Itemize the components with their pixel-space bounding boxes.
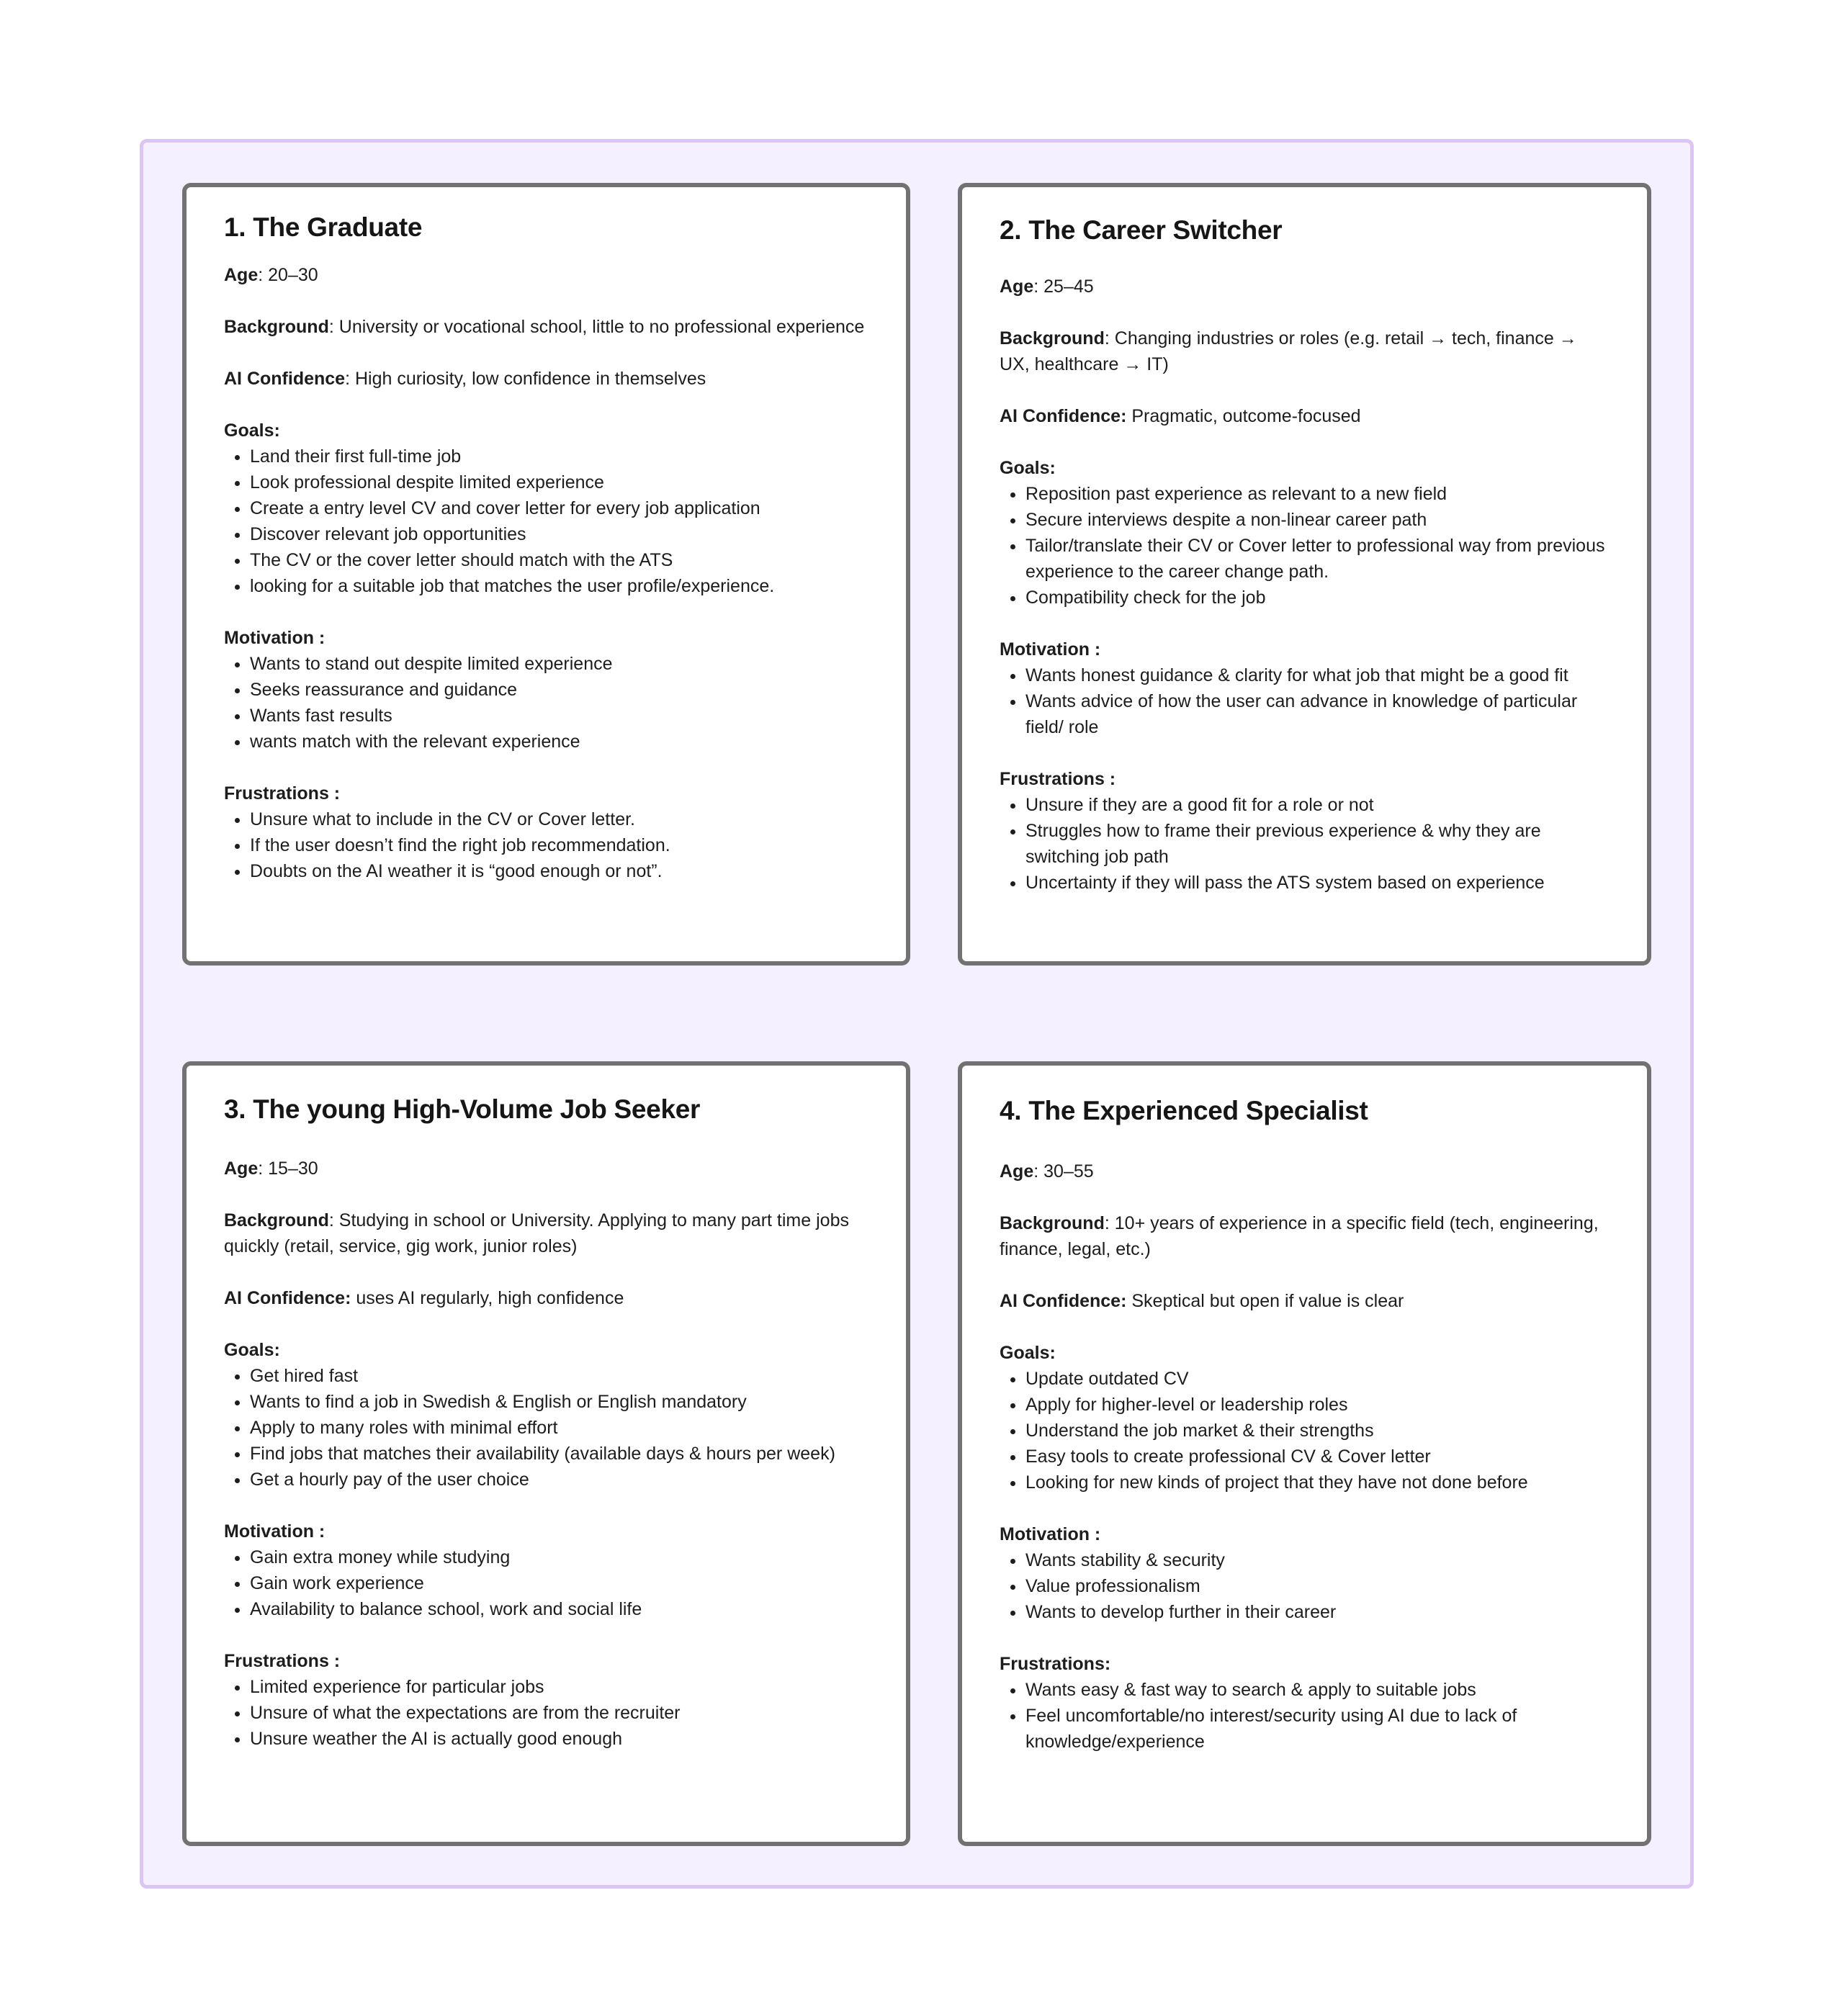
list-item: • Wants fast results [250,703,870,729]
age-value: 20–30 [268,265,318,285]
frustrations-list [1000,792,1611,896]
list-item: • Get a hourly pay of the user choice [250,1467,870,1493]
list-item: • Reposition past experience as relevant to a new field [1025,481,1611,507]
background-value: 10+ years of experience in a specific field (tech, engineering, finance, legal, etc.) [1000,1213,1599,1259]
goals-label: Goals: [224,420,280,441]
motivation-list [224,651,870,755]
list-item: • Land their first full-time job [250,444,870,469]
persona-card-high-volume-job-seeker [182,1061,910,1846]
age-value: 30–55 [1043,1161,1094,1182]
list-item: • Seeks reassurance and guidance [250,677,870,703]
list-item: • Apply to many roles with minimal effort [250,1415,870,1441]
list-item: • Gain work experience [250,1570,870,1596]
age-label: Age [1000,1161,1034,1182]
background-field: Background: 10+ years of experience in a specific field (tech, engineering, finance, legal, etc.) [1000,1213,1599,1259]
goals-label: Goals: [1000,1343,1056,1363]
frustrations-label: Frustrations: [1000,1654,1111,1674]
list-item: • Wants easy & fast way to search & apply to suitable jobs [1025,1677,1611,1703]
list-item: • Wants to develop further in their career [1025,1599,1611,1625]
age-label: Age [224,1158,259,1179]
frustrations-label: Frustrations : [1000,769,1116,789]
background-label: Background [1000,1213,1105,1233]
background-field: Background: Studying in school or University. Applying to many part time jobs quickly (retail, service, gig work, junior roles) [224,1210,849,1256]
background-label: Background [1000,328,1105,348]
goals-list [224,1363,870,1493]
list-item: • The CV or the cover letter should match with the ATS [250,547,870,573]
persona-title: 2. The Career Switcher [1000,215,1283,245]
age-field: Age: 25–45 [1000,276,1094,297]
age-value: 15–30 [268,1158,318,1179]
list-item: • Apply for higher-level or leadership roles [1025,1392,1611,1418]
ai-confidence-value: uses AI regularly, high confidence [356,1288,624,1308]
list-item: • Wants advice of how the user can advance in knowledge of particular field/ role [1025,688,1611,740]
list-item: • Look professional despite limited experience [250,469,870,495]
goals-list [224,444,870,599]
list-item: • Tailor/translate their CV or Cover letter to professional way from previous experience to the career change path. [1025,533,1611,585]
ai-confidence-field [1000,1288,1611,1314]
list-item: • wants match with the relevant experience [250,729,870,755]
list-item: • Update outdated CV [1025,1366,1611,1392]
background-field: Background: University or vocational school, little to no professional experience [224,317,865,337]
list-item: • Wants to stand out despite limited experience [250,651,870,677]
background-value: Studying in school or University. Applying to many part time jobs quickly (retail, service, gig work, junior roles) [224,1210,849,1256]
motivation-label: Motivation : [1000,1524,1101,1544]
frustrations-list [224,1674,870,1752]
list-item: • Understand the job market & their strengths [1025,1418,1611,1444]
list-item: • Get hired fast [250,1363,870,1389]
frustrations-label: Frustrations : [224,1651,341,1671]
list-item: • Wants stability & security [1025,1547,1611,1573]
list-item: • Wants to find a job in Swedish & English or English mandatory [250,1389,870,1415]
ai-confidence-label: AI Confidence: [224,1288,351,1308]
persona-card-career-switcher [958,183,1651,966]
ai-confidence-value: Skeptical but open if value is clear [1131,1291,1404,1311]
goals-label: Goals: [224,1340,280,1360]
persona-title: 1. The Graduate [224,212,423,242]
ai-confidence-field [1000,403,1611,429]
age-field: Age: 30–55 [1000,1161,1094,1182]
persona-card-experienced-specialist [958,1061,1651,1846]
ai-confidence-label: AI Confidence: [1000,406,1127,426]
list-item: • If the user doesn’t find the right job recommendation. [250,832,870,858]
list-item: • Gain extra money while studying [250,1544,870,1570]
persona-title: 4. The Experienced Specialist [1000,1096,1368,1125]
list-item: • Struggles how to frame their previous experience & why they are switching job path [1025,818,1611,870]
list-item: • Value professionalism [1025,1573,1611,1599]
background-value: Changing industries or roles (e.g. retail → tech, finance → UX, healthcare → IT) [1000,328,1577,374]
list-item: • Compatibility check for the job [1025,585,1611,611]
ai-confidence-label: AI Confidence: [1000,1291,1127,1311]
age-field: Age: 15–30 [224,1158,318,1179]
list-item: • Create a entry level CV and cover letter for every job application [250,495,870,521]
ai-confidence-field [224,1285,870,1311]
ai-confidence-label: AI Confidence [224,369,346,389]
goals-list [1000,1366,1611,1495]
frustrations-label: Frustrations : [224,783,341,804]
ai-confidence-value: Pragmatic, outcome-focused [1131,406,1361,426]
age-value: 25–45 [1043,276,1094,297]
motivation-list [1000,662,1611,740]
motivation-list [224,1544,870,1622]
age-label: Age [1000,276,1034,297]
goals-list [1000,481,1611,611]
goals-label: Goals: [1000,458,1056,478]
background-field: Background: Changing industries or roles (e.g. retail → tech, finance → UX, healthcare → IT) [1000,328,1577,374]
list-item: • Easy tools to create professional CV & Cover letter [1025,1444,1611,1470]
age-label: Age [224,265,259,285]
list-item: • Unsure of what the expectations are from the recruiter [250,1700,870,1726]
list-item: • Secure interviews despite a non-linear career path [1025,507,1611,533]
list-item: • Unsure if they are a good fit for a role or not [1025,792,1611,818]
motivation-list [1000,1547,1611,1625]
persona-card-graduate [182,183,910,966]
list-item: • Wants honest guidance & clarity for what job that might be a good fit [1025,662,1611,688]
list-item: • Looking for new kinds of project that they have not done before [1025,1470,1611,1495]
list-item: • Availability to balance school, work and social life [250,1596,870,1622]
background-label: Background [224,317,329,337]
list-item: • Find jobs that matches their availability (available days & hours per week) [250,1441,870,1467]
ai-confidence-field: AI Confidence: High curiosity, low confidence in themselves [224,369,706,389]
background-label: Background [224,1210,329,1230]
list-item: • Uncertainty if they will pass the ATS system based on experience [1025,870,1611,896]
list-item: • Unsure what to include in the CV or Cover letter. [250,806,870,832]
age-field: Age: 20–30 [224,265,318,285]
list-item: • Discover relevant job opportunities [250,521,870,547]
motivation-label: Motivation : [1000,639,1101,660]
list-item: • Doubts on the AI weather it is “good enough or not”. [250,858,870,884]
persona-title: 3. The young High-Volume Job Seeker [224,1094,701,1124]
list-item: • Feel uncomfortable/no interest/security using AI due to lack of knowledge/experience [1025,1703,1611,1755]
list-item: • Limited experience for particular jobs [250,1674,870,1700]
ai-confidence-value: High curiosity, low confidence in themselves [354,369,706,389]
list-item: • looking for a suitable job that matches the user profile/experience. [250,573,870,599]
background-value: University or vocational school, little to no professional experience [338,317,865,337]
list-item: • Unsure weather the AI is actually good enough [250,1726,870,1752]
motivation-label: Motivation : [224,1521,326,1542]
motivation-label: Motivation : [224,628,326,648]
frustrations-list [224,806,870,884]
frustrations-list [1000,1677,1611,1755]
